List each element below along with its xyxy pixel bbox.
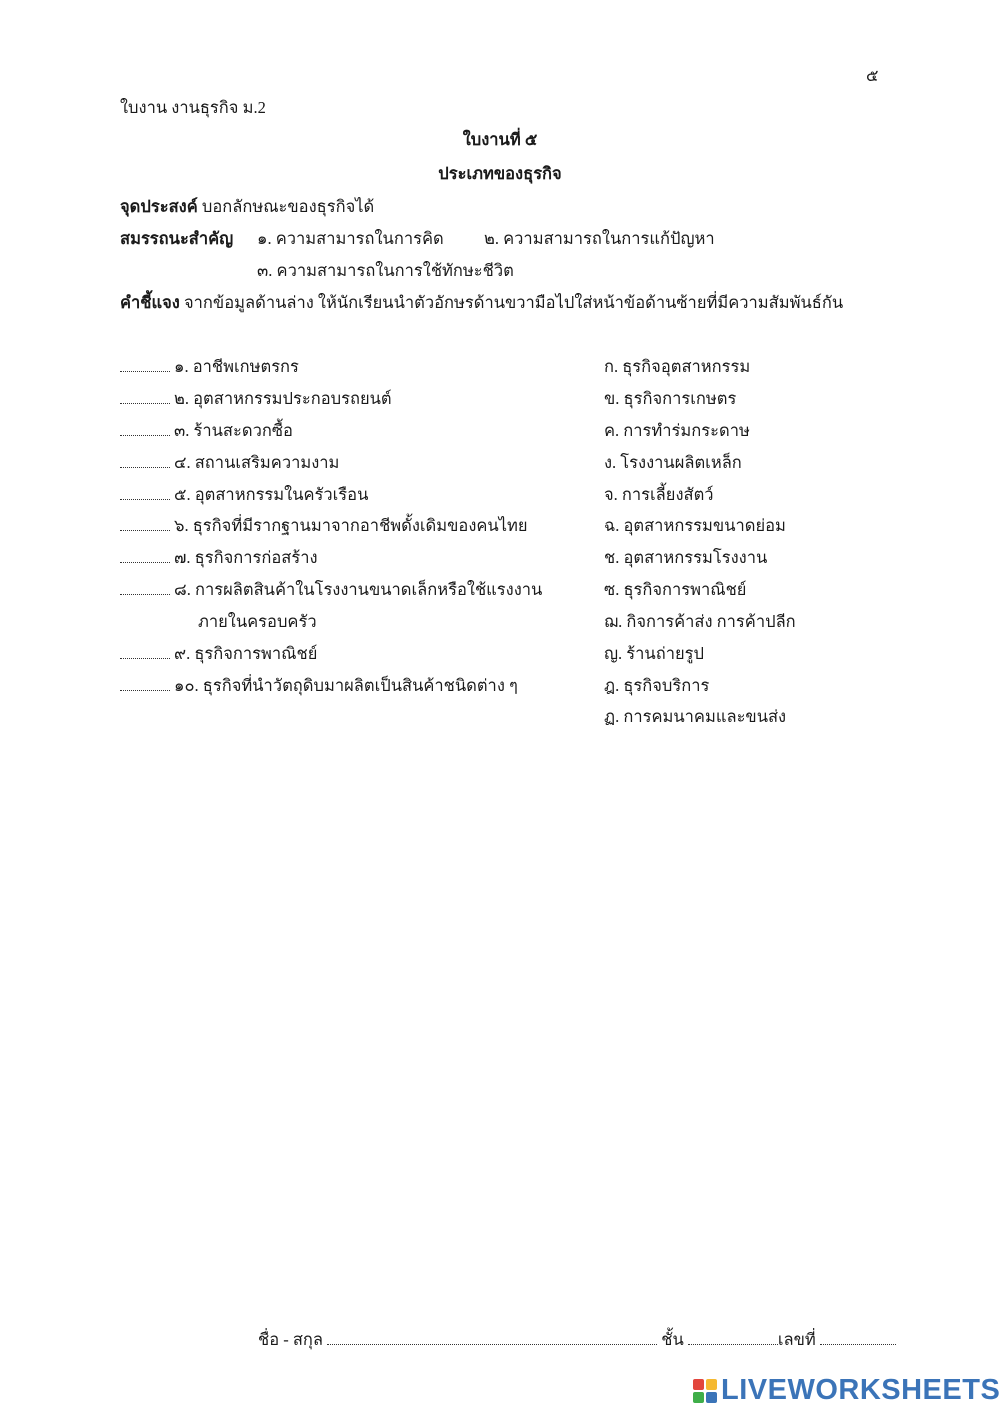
logo-icon [693, 1379, 717, 1403]
right-item: ญ. ร้านถ่ายรูป [604, 644, 704, 663]
worksheet-title: ใบงานที่ ๕ [462, 130, 538, 149]
name-field[interactable] [327, 1330, 657, 1345]
right-item: ช. อุตสาหกรรมโรงงาน [604, 548, 768, 567]
left-item-label: ๔. สถานเสริมความงาม [174, 453, 340, 472]
logo-square-yellow [706, 1379, 717, 1390]
left-item [120, 646, 317, 663]
left-item-label: ๙. ธุรกิจการพาณิชย์ [174, 644, 318, 663]
logo-square-blue [706, 1392, 717, 1403]
left-item-label: ๓. ร้านสะดวกซื้อ [174, 421, 293, 440]
competency-label: สมรรถนะสำคัญ [120, 229, 234, 248]
left-item-label: ๑๐. ธุรกิจที่นำวัตถุดิบมาผลิตเป็นสินค้าชนิดต่าง ๆ [174, 676, 518, 695]
logo-text: LIVEWORKSHEETS [721, 1374, 1000, 1406]
instruction-text: จากข้อมูลด้านล่าง ให้นักเรียนนำตัวอักษรด้านขวามือไปใส่หน้าข้อด้านซ้ายที่มีความสัมพันธ์กัน [184, 293, 844, 312]
logo-square-red [693, 1379, 704, 1390]
left-item [120, 391, 392, 408]
right-item: ฏ. การคมนาคมและขนส่ง [604, 707, 787, 726]
objective-row [120, 199, 374, 216]
answer-blank[interactable] [120, 371, 170, 372]
instruction-row [120, 295, 843, 312]
competency-item-3: ๓. ความสามารถในการใช้ทักษะชีวิต [257, 261, 514, 280]
right-item: ค. การทำร่มกระดาษ [604, 421, 750, 440]
answer-blank[interactable] [120, 435, 170, 436]
number-label: เลขที่ [777, 1330, 816, 1349]
answer-blank[interactable] [120, 403, 170, 404]
right-item: ง. โรงงานผลิตเหล็ก [604, 453, 742, 472]
left-item [120, 423, 293, 440]
right-item: ซ. ธุรกิจการพาณิชย์ [604, 580, 747, 599]
liveworksheets-logo [693, 1376, 1000, 1405]
left-item [120, 678, 518, 695]
left-item-label: ๒. อุตสาหกรรมประกอบรถยนต์ [174, 389, 392, 408]
answer-blank[interactable] [120, 499, 170, 500]
answer-blank[interactable] [120, 594, 170, 595]
instruction-label: คำชี้แจง [120, 293, 180, 312]
class-label: ชั้น [661, 1330, 684, 1349]
name-label: ชื่อ - สกุล [258, 1330, 324, 1349]
worksheet-subtitle: ประเภทของธุรกิจ [438, 164, 562, 183]
objective-text: บอกลักษณะของธุรกิจได้ [201, 197, 375, 216]
number-field[interactable] [820, 1330, 896, 1345]
left-item-label: ๘. การผลิตสินค้าในโรงงานขนาดเล็กหรือใช้แรงงาน [174, 580, 543, 599]
answer-blank[interactable] [120, 690, 170, 691]
left-item-label: ๖. ธุรกิจที่มีรากฐานมาจากอาชีพดั้งเดิมของคนไทย [174, 516, 528, 535]
competency-item-2: ๒. ความสามารถในการแก้ปัญหา [484, 229, 715, 248]
answer-blank[interactable] [120, 530, 170, 531]
left-item [120, 582, 542, 599]
header-left: ใบงาน งานธุรกิจ ม.2 [120, 98, 266, 117]
left-item [120, 455, 339, 472]
footer-row [258, 1330, 896, 1349]
left-item-label: ๕. อุตสาหกรรมในครัวเรือน [174, 485, 369, 504]
answer-blank[interactable] [120, 562, 170, 563]
left-item [120, 487, 368, 504]
left-item [120, 550, 318, 567]
answer-blank[interactable] [120, 467, 170, 468]
right-item: ฉ. อุตสาหกรรมขนาดย่อม [604, 516, 786, 535]
left-item-label: ๑. อาชีพเกษตรกร [174, 357, 299, 376]
right-item: ก. ธุรกิจอุตสาหกรรม [604, 357, 751, 376]
right-item: ฌ. กิจการค้าส่ง การค้าปลีก [604, 612, 796, 631]
left-item-continuation: ภายในครอบครัว [198, 612, 317, 631]
logo-square-green [693, 1392, 704, 1403]
competency-item-1: ๑. ความสามารถในการคิด [257, 229, 444, 248]
left-item [120, 359, 299, 376]
objective-label: จุดประสงค์ [120, 197, 198, 216]
left-item [120, 518, 528, 535]
right-item: จ. การเลี้ยงสัตว์ [604, 485, 714, 504]
right-item: ข. ธุรกิจการเกษตร [604, 389, 737, 408]
right-item: ฎ. ธุรกิจบริการ [604, 676, 710, 695]
class-field[interactable] [688, 1330, 778, 1345]
answer-blank[interactable] [120, 658, 170, 659]
left-item-label: ๗. ธุรกิจการก่อสร้าง [174, 548, 318, 567]
page-number: ๕ [866, 66, 879, 85]
